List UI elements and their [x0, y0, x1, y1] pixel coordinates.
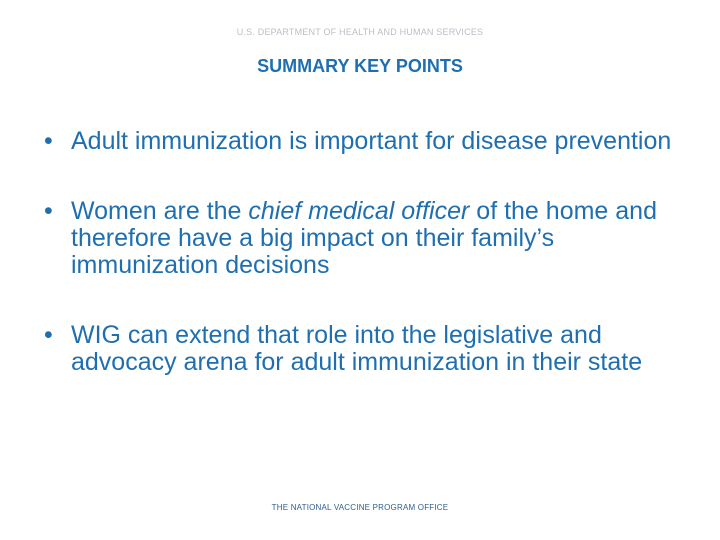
key-point-2-text-start: Women are the	[71, 197, 249, 225]
key-point-1-text: Adult immunization is important for disease prevention	[71, 127, 672, 155]
key-point-1	[44, 128, 704, 155]
key-point-3-text: WIG can extend that role into the legislative and advocacy arena for adult immunization in their state	[71, 321, 643, 376]
key-point-2-emphasis: chief medical officer	[248, 197, 470, 225]
bullet-icon: •	[44, 197, 53, 225]
key-point-2-text-end: of the home and therefore have a big impact on their family’s immunization decisions	[71, 197, 657, 279]
agency-header: U.S. DEPARTMENT OF HEALTH AND HUMAN SERVICES	[236, 27, 484, 37]
key-point-2	[44, 198, 704, 279]
key-point-3	[44, 322, 704, 376]
program-office-footer: THE NATIONAL VACCINE PROGRAM OFFICE	[271, 503, 449, 512]
bullet-icon: •	[44, 127, 53, 155]
slide-title: SUMMARY KEY POINTS	[257, 56, 463, 76]
key-points-list	[44, 128, 704, 376]
bullet-icon: •	[44, 321, 53, 349]
